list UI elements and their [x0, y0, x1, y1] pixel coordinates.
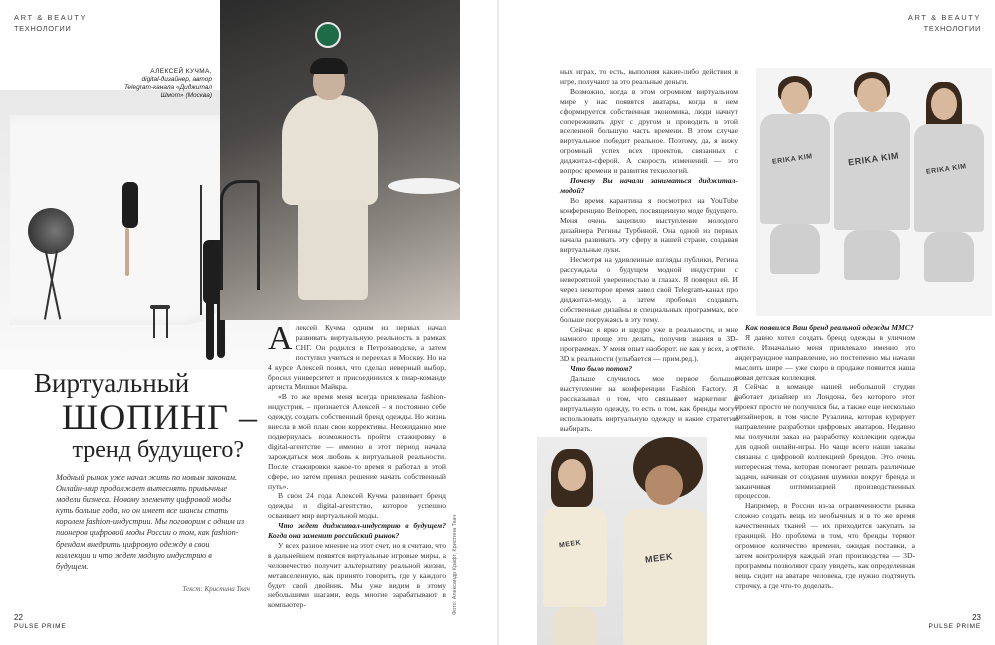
paragraph: Сейчас я ярко и щедро уже в реальности, и мне намного проще это делать, получив знания в 3D-программах. У меня опыт наоборот: не как у всех, а от 3D к реальности (улыбается — прим.ред.).: [560, 324, 738, 364]
hoodie-print: ERIKA KIM: [925, 163, 968, 176]
page-header-right: [908, 12, 981, 34]
paragraph: Несмотря на удивленные взгляды публики, Регина рассуждала о будущем модной индустрии с невероятной уверенностью в глазах. Я поверил ей. И через некоторое время завел свой Telegram-канал про диджитал-моду, а затем пробовал создавать собственные дизайны в специальных программах, все больше погружаясь в эту тему.: [560, 255, 738, 324]
hoodie-print: ERIKA KIM: [771, 153, 814, 166]
portrait-caption: [118, 68, 212, 100]
puffer-jacket: [282, 95, 378, 205]
paragraph: «В то же время меня всегда привлекала fashion-индустрия, – признается Алексей – я постоянно себе одежду, создать собственный бренд одежды. Но жизнь внесла в мой план свои коррективы. Неожиданно мне подвернулась возможность пройти стажировку в digital-агентстве — именно в этот период начала зарождаться моя любовь к виртуальной реальности. После стажировки какое-то время я работал в этой сфере, но затем принял решение начать собственный путь».: [268, 392, 446, 491]
kid-pants: [553, 607, 597, 645]
title-line-1: Виртуальный: [34, 368, 190, 398]
magazine-name: PULSE PRIME: [14, 623, 67, 630]
kid-head: [645, 465, 683, 505]
article-lead: Модный рынок уже начал жить по новым законам. Онлайн-мир продолжает вытеснять привычные модели бизнеса. Новому элементу цифровой моды куть больше года, но он имеет все шансы стать королем fashion-индустрии. Мы поговорим с одним из пионеров цифровой моды России о том, как fashion-брендам внедрить цифровую одежду в свои коллекции и что ждет модную индустрию в будущем.: [56, 473, 245, 571]
section-sublabel: ТЕХНОЛОГИИ: [14, 24, 72, 33]
kid-hoodie: [623, 509, 707, 645]
spread-gutter: [497, 0, 499, 645]
section-sublabel: ТЕХНОЛОГИИ: [923, 24, 981, 33]
storefront-logo: [315, 22, 341, 48]
paragraph: Сейчас в команде нашей небольшой студии работает дизайнер из Лондона, без которого этот проект просто не получился бы, а также еще несколько дизайнеров, в том числе Рузалина, которая курирует направление разработки цифровых аватаров. Недавно мы получили заказ на разработку коллекции одежды для одной онлайн-игры. Но чаще всего наши заказы связаны с цифровой коллекцией брендов. Это очень интересная тема, которая помогает решать различные задачи, начиная от создания шумихи вокруг бренда и заканчивая оптимизацией производственных процессов.: [735, 382, 915, 501]
hoodie-print: MEEK: [558, 539, 582, 550]
kid-head: [857, 78, 887, 112]
interview-question: Как появился Ваш бренд реальной одежды MMC?: [745, 323, 914, 332]
studio-umbrella: [28, 208, 74, 254]
cafe-chair: [220, 180, 260, 290]
article-byline: Текст: Кристина Ткач: [182, 585, 250, 593]
caption-description: digital-дизайнер, автор Telegram-канала «Диджитал Шмот» (Москва): [124, 76, 212, 99]
paragraph: Дальше случилось мое первое большое выступление на конференции Fashion Factory. Я рассказывал о том, что связывает маркетинг и виртуальную одежду, то есть о том, как бренды могут использовать виртуальную одежду и какие стратегии выбирать.: [560, 374, 738, 433]
model-figure: [122, 182, 138, 228]
text-column-1: [268, 320, 446, 610]
paragraph: ных играх, то есть, выполняя какие-либо действия в игре, получают за это реальные деньги.: [560, 67, 738, 86]
street-photo: [220, 0, 460, 320]
photo-credit: Фото: Александр Крафт, Кристина Ткач: [452, 514, 458, 615]
kid-head: [558, 459, 586, 491]
stool-leg: [166, 308, 168, 338]
hoodie-print: ERIKA KIM: [847, 150, 900, 168]
section-label: ART & BEAUTY: [907, 13, 981, 22]
title-line-2: ШОПИНГ –: [61, 397, 258, 437]
text-column-2: [560, 67, 738, 434]
kids-photo-erika-kim: [756, 68, 992, 316]
page-header-left: [14, 12, 87, 34]
page-folio-right: [928, 613, 981, 631]
kid-hoodie: [543, 507, 607, 607]
section-label: ART & BEAUTY: [14, 13, 88, 22]
person-cap: [310, 58, 348, 74]
page-number: 22: [14, 613, 23, 622]
kid-hoodie: [914, 124, 984, 232]
kid-hoodie: [834, 112, 910, 230]
paragraph: Во время карантина я посмотрел на YouTube конференцию Beinopen, посвященную моде будущего. Меня очень зацепило выступление молодого дизайнера Регины Турбиной. Она одной из первых начала развивать эту сферу в нашей стране, создавая виртуальные луки.: [560, 195, 738, 255]
page-number: 23: [972, 613, 981, 622]
caption-name: АЛЕКСЕЙ КУЧМА,: [150, 68, 212, 75]
kid-shorts: [770, 224, 820, 274]
person-pants: [298, 200, 368, 300]
light-stand: [200, 185, 202, 315]
text-column-3: [735, 323, 915, 590]
paragraph-text: лексей Кучма одним из первых начал развивать виртуальную реальность в рамках СНГ. Он родился в Петрозаводске, а затем поступил учиться и переехал в Москву. Но на 4 курсе Алексей понял, что сделал неверный выбор, бросил университет и присоединился к пиар-команде артиста Мишки Майкра.: [268, 323, 446, 392]
kid-shorts: [924, 232, 974, 282]
magazine-name: PULSE PRIME: [928, 623, 981, 630]
interview-question: Что ждет диджитал-индустрию в будущем? Когда она заменит российский рынок?: [268, 521, 446, 541]
paragraph: Например, в России из-за ограниченности рынка сложно создать вещь из необычных и в то же время качественных тканей — их приходится закупать за границей. Но проблема в том, что бренды теряют огромное количество времени, ожидая поставки, а затем контролируя каждый этап производства — 3D-программы позволяют сразу увидеть, как определенная вещь сидит на аватаре человека, где нужно подтянуть строчку, а где что-то доделать.: [735, 501, 915, 590]
interview-question: Что было потом?: [570, 364, 633, 374]
paragraph: Возможно, когда в этом огромном виртуальном мире у нас появятся аватары, когда в нем сформируется собственная экономика, люди начнут сопереживать друг с другом и проводить в этой вселенной большую часть времени. В этом случае виртуальное победит реальное. Поэтому, да, я вижу огромный успех всех проектов, связанных с диджитал-сферой. А скорость изменений — это вопрос времени и развития технологий.: [560, 86, 738, 176]
kids-photo-meek: [537, 437, 707, 645]
paragraph: У всех разное мнение на этот счет, но я считаю, что в дальнейшем появятся виртуальные игровые миры, а человечество получит альтернативу реальной жизни, метавселенную, как принято говорить, где у каждого будет свой двойник. Мы уже видим в этому небольшими шагами, ведь многие зарабатывают в компьютер-: [268, 540, 446, 610]
photographer-leg: [206, 300, 214, 360]
kid-hoodie: [760, 114, 830, 224]
paragraph: В свои 24 года Алексей Кучма развивает бренд одежды и digital-агентство, которое успешно осваивает мир виртуальной моды.: [268, 491, 446, 521]
paragraph: [268, 320, 446, 392]
cafe-table: [388, 178, 460, 194]
title-line-3: тренд будущего?: [72, 437, 244, 463]
kid-head: [931, 88, 957, 120]
page-folio-left: [14, 613, 67, 631]
stool-leg: [153, 308, 155, 338]
article-title: [18, 368, 258, 464]
kid-shorts: [844, 230, 900, 280]
drop-cap: А: [268, 320, 293, 357]
model-legs: [125, 228, 129, 276]
interview-question: Почему Вы начали заниматься диджитал-модой?: [560, 175, 738, 195]
kid-head: [781, 82, 809, 114]
hoodie-print: MEEK: [644, 551, 674, 565]
paragraph: Я давно хотел создать бренд одежды в уличном стиле. Изначально меня привлекало именно это андеграундное направление, но постепенно мы начали мыслить шире — уже скоро в продаже появится наша новая детская коллекция.: [735, 332, 915, 382]
